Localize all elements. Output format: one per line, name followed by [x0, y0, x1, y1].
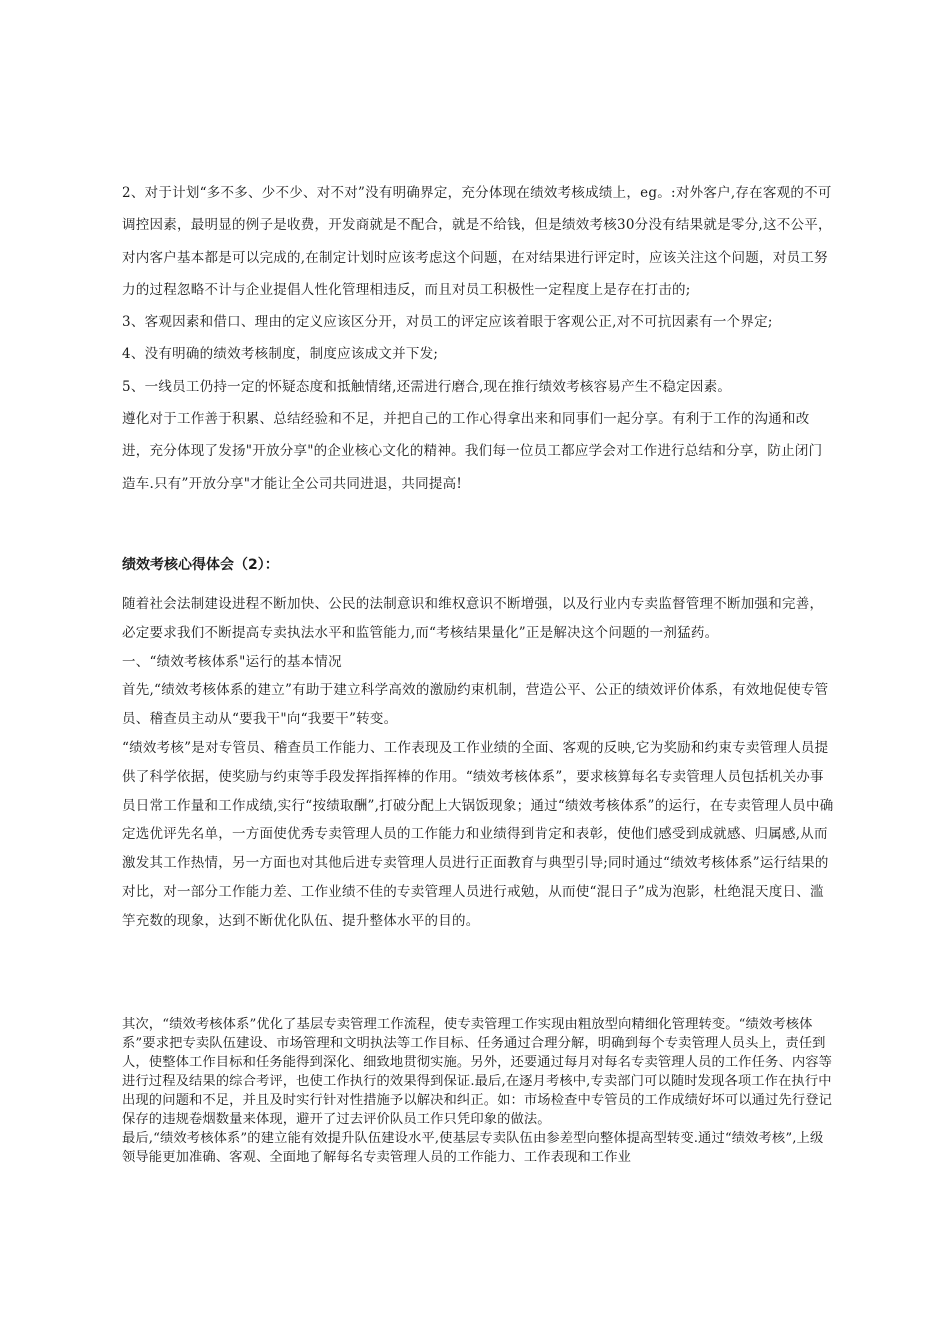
section-2-body	[122, 590, 834, 936]
section-3-body	[122, 1015, 834, 1167]
section-2-heading-wrap	[122, 554, 834, 576]
paragraph: 首先,“绩效考核体系的建立”有助于建立科学高效的激励约束机制，营造公平、公正的绩效评价体系，有效地促使专管员、稽查员主动从“要我干"向“我要干”转变。	[122, 682, 829, 728]
paragraph: 3、客观因素和借口、理由的定义应该区分开，对员工的评定应该着眼于客观公正,对不可抗因素有一个界定;	[122, 314, 773, 331]
paragraph: 4、没有明确的绩效考核制度，制度应该成文并下发;	[122, 346, 439, 363]
paragraph: 随着社会法制建设进程不断加快、公民的法制意识和维权意识不断增强，以及行业内专卖监督管理不断加强和完善，必定要求我们不断提高专卖执法水平和监管能力,而“考核结果量化”正是解决这个问题的一剂猛药。	[122, 596, 824, 641]
paragraph: 5、一线员工仍持一定的怀疑态度和抵触情绪,还需进行磨合,现在推行绩效考核容易产生不稳定因素。	[122, 378, 732, 395]
section-heading: 绩效考核心得体会（2）：	[122, 557, 279, 573]
paragraph: 一、“绩效考核体系"运行的基本情况	[122, 653, 342, 670]
paragraph: 其次，“绩效考核体系”优化了基层专卖管理工作流程，使专卖管理工作实现由粗放型向精细化管理转变。“绩效考核体系”要求把专卖队伍建设、市场管理和文明执法等工作目标、任务通过合理分解，明确到每个专卖管理人员头上，责任到人，使整体工作目标和任务能得到深化、细致地贯彻实施。另外，还要通过每月对每名专卖管理人员的工作任务、内容等进行过程及结果的综合考评，也使工作执行的效果得到保证.最后,在逐月考核中,专卖部门可以随时发现各项工作在执行中出现的问题和不足，并且及时实行针对性措施予以解决和纠正。如：市场检查中专管员的工作成绩好坏可以通过先行登记保存的违规卷烟数量来体现，避开了过去评价队员工作只凭印象的做法。	[122, 1017, 833, 1127]
section-1-body	[122, 177, 834, 500]
paragraph: “绩效考核”是对专管员、稽查员工作能力、工作表现及工作业绩的全面、客观的反映,它为奖励和约束专卖管理人员提供了科学依据，使奖励与约束等手段发挥指挥棒的作用。“绩效考核体系”，要求核算每名专卖管理人员包括机关办事员日常工作量和工作成绩,实行“按绩取酬”,打破分配上大锅饭现象；通过“绩效考核体系”的运行，在专卖管理人员中确定选优评先名单，一方面使优秀专卖管理人员的工作能力和业绩得到肯定和表彰，使他们感受到成就感、归属感,从而激发其工作热情，另一方面也对其他后进专卖管理人员进行正面教育与典型引导;同时通过“绩效考核体系”运行结果的对比，对一部分工作能力差、工作业绩不佳的专卖管理人员进行戒勉，从而使“混日子”成为泡影，杜绝混天度日、滥竽充数的现象，达到不断优化队伍、提升整体水平的目的。	[122, 739, 834, 929]
paragraph: 2、对于计划“多不多、少不少、对不对”没有明确界定，充分体现在绩效考核成绩上，eg。:对外客户,存在客观的不可调控因素，最明显的例子是收费，开发商就是不配合，就是不给钱，但是绩效考核30分没有结果就是零分,这不公平，对内客户基本都是可以完成的,在制定计划时应该考虑这个问题，在对结果进行评定时，应该关注这个问题，对员工努力的过程忽略不计与企业提倡人性化管理相违反，而且对员工积极性一定程度上是存在打击的;	[122, 185, 832, 298]
paragraph: 遵化对于工作善于积累、总结经验和不足，并把自己的工作心得拿出来和同事们一起分享。有利于工作的沟通和改进，充分体现了发扬"开放分享"的企业核心文化的精神。我们每一位员工都应学会对工作进行总结和分享，防止闭门造车.只有”开放分享"才能让全公司共同进退，共同提高!	[122, 411, 823, 492]
paragraph: 最后,“绩效考核体系”的建立能有效提升队伍建设水平,使基层专卖队伍由参差型向整体提高型转变.通过“绩效考核”,上级领导能更加准确、客观、全面地了解每名专卖管理人员的工作能力、工作表现和工作业	[122, 1131, 824, 1165]
